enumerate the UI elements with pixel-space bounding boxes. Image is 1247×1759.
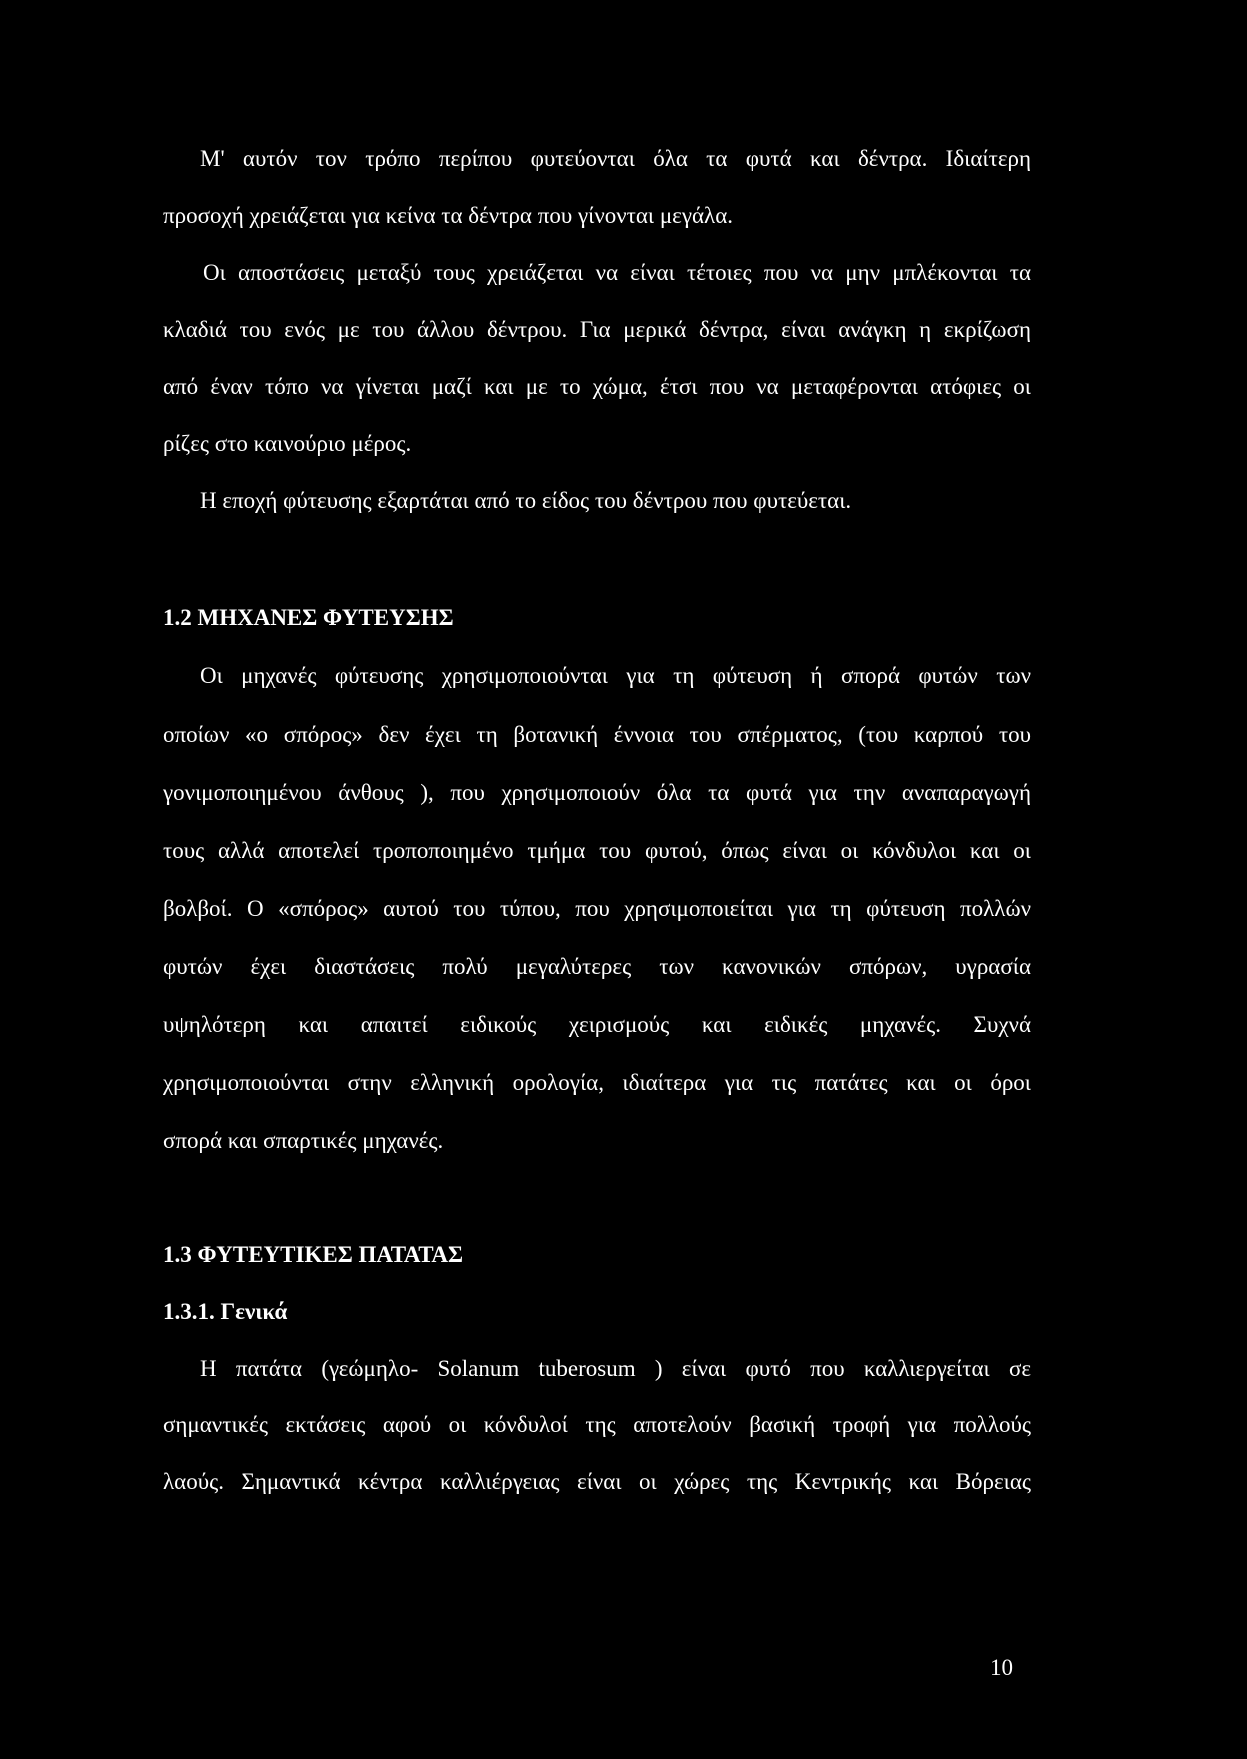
paragraph-line: Η πατάτα (γεώμηλο- Solanum tuberosum ) είναι φυτό που καλλιεργείται σε xyxy=(200,1356,1031,1381)
paragraph-line: από έναν τόπο να γίνεται μαζί και με το χώμα, έτσι που να μεταφέρονται ατόφιες οι xyxy=(163,374,1031,399)
section-heading: 1.3 ΦΥΤΕΥΤΙΚΕΣ ΠΑΤΑΤΑΣ xyxy=(163,1242,463,1267)
paragraph-line: γονιμοποιημένου άνθους ), που χρησιμοποιούν όλα τα φυτά για την αναπαραγωγή xyxy=(163,780,1031,805)
section-heading: 1.2 ΜΗΧΑΝΕΣ ΦΥΤΕΥΣΗΣ xyxy=(163,605,454,630)
paragraph-line: Μ' αυτόν τον τρόπο περίπου φυτεύονται όλα τα φυτά και δέντρα. Ιδιαίτερη xyxy=(200,146,1031,171)
paragraph-line: ρίζες στο καινούριο μέρος. xyxy=(163,431,412,456)
paragraph-line: χρησιμοποιούνται στην ελληνική ορολογία, ιδιαίτερα για τις πατάτες και οι όροι xyxy=(163,1070,1031,1095)
paragraph-line: οποίων «ο σπόρος» δεν έχει τη βοτανική έννοια του σπέρματος, (του καρπού του xyxy=(163,722,1031,747)
paragraph-line: σπορά και σπαρτικές μηχανές. xyxy=(163,1128,444,1153)
paragraph-line: Οι αποστάσεις μεταξύ τους χρειάζεται να είναι τέτοιες που να μην μπλέκονται τα xyxy=(203,260,1031,285)
paragraph-line: βολβοί. Ο «σπόρος» αυτού του τύπου, που χρησιμοποιείται για τη φύτευση πολλών xyxy=(163,896,1031,921)
paragraph-line: υψηλότερη και απαιτεί ειδικούς χειρισμούς και ειδικές μηχανές. Συχνά xyxy=(163,1012,1031,1037)
subsection-heading: 1.3.1. Γενικά xyxy=(163,1299,288,1324)
paragraph-line: προσοχή χρειάζεται για κείνα τα δέντρα που γίνονται μεγάλα. xyxy=(163,203,734,228)
paragraph-line: σημαντικές εκτάσεις αφού οι κόνδυλοί της αποτελούν βασική τροφή για πολλούς xyxy=(163,1412,1031,1437)
paragraph-line: τους αλλά αποτελεί τροποποιημένο τμήμα του φυτού, όπως είναι οι κόνδυλοι και οι xyxy=(163,838,1031,863)
page-number: 10 xyxy=(990,1655,1013,1680)
paragraph-line: Οι μηχανές φύτευσης χρησιμοποιούνται για τη φύτευση ή σπορά φυτών των xyxy=(200,663,1031,688)
paragraph-line: Η εποχή φύτευσης εξαρτάται από το είδος του δέντρου που φυτεύεται. xyxy=(200,488,852,513)
paragraph-line: κλαδιά του ενός με του άλλου δέντρου. Για μερικά δέντρα, είναι ανάγκη η εκρίζωση xyxy=(163,317,1031,342)
paragraph-line: φυτών έχει διαστάσεις πολύ μεγαλύτερες των κανονικών σπόρων, υγρασία xyxy=(163,954,1031,979)
paragraph-line: λαούς. Σημαντικά κέντρα καλλιέργειας είναι οι χώρες της Κεντρικής και Βόρειας xyxy=(163,1469,1031,1494)
